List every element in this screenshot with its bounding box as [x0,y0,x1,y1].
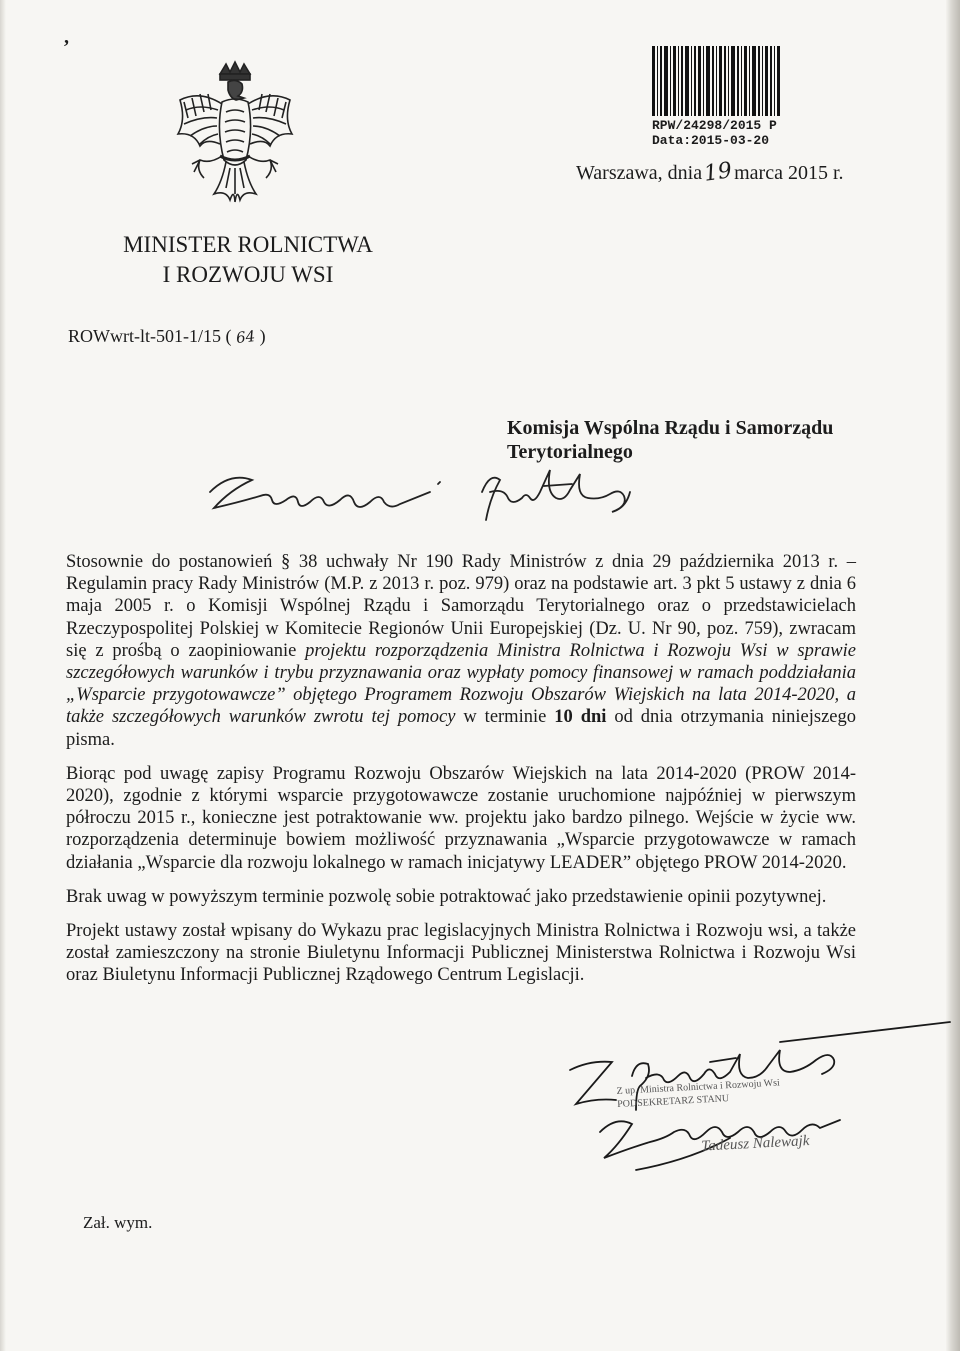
registration-stamp [652,118,777,148]
recipient [507,416,833,464]
scan-edge-left [0,0,6,1351]
dateline-prefix: Warszawa, dnia [576,162,703,184]
paragraph-2: Biorąc pod uwagę zapisy Programu Rozwoju Obszarów Wiejskich na lata 2014-2020 (PROW 2014-2020), zgodnie z którymi wsparcie przygotowawcze zostanie uruchomione najpóźniej w pierwszym półroczu 2015 r., konieczne jest potraktowanie ww. projektu jako bardzo pilnego. Wejście w życie ww. rozporządzenia determinuje bowiem możliwość przyznawania „Wsparcie przygotowawcze w ramach działania „Wsparcie dla rozwoju lokalnego w ramach inicjatywy LEADER” objętego PROW 2014-2020. [66,763,856,873]
registration-number: RPW/24298/2015 P [652,118,777,133]
reference-handwritten: 64 [235,327,256,347]
dateline-day-handwritten: 19 [702,158,734,187]
handwritten-salutation [200,462,680,526]
recipient-line-1: Komisja Wspólna Rządu i Samorządu [507,417,834,439]
paragraph-4: Projekt ustawy został wpisany do Wykazu prac legislacyjnych Ministra Rolnictwa i Rozwoju wsi, a także został zamieszczony na stronie Biuletynu Informacji Publicznej Ministerstwa Rolnictwa i Rozwoju Wsi oraz Biuletynu Informacji Publicznej Rządowego Centrum Legislacji. [66,921,856,986]
paragraph-1-text-a: Stosownie do postanowień § 38 uchwały Nr 190 Rady Ministrów z dnia 29 października 2013 r. – Regulamin pracy Rady Ministrów (M.P. z 2013 r. poz. 979) oraz na podstawie art. 3 pkt 5 ustawy z dnia 6 maja 2005 r. o Komisji Wspólnej Rządu i Samorządu Terytorialnego oraz o przedstawicielach Rzeczypospolitej Polskiej w Komitecie Regionów Unii Europejskiej (Dz. U. Nr 90, poz. 759), zwracam się z prośbą o zaopiniowanie [66,552,856,661]
stamp-line-1: Z up. Ministra Rolnictwa i Rozwoju Wsi [616,1077,781,1098]
paragraph-1-italic: projektu rozporządzenia Ministra Rolnictwa i Rozwoju Wsi w sprawie szczegółowych warunków i trybu przyznawania oraz wypłaty pomocy finansowej w ramach poddziałania „Wsparcie przygotowawcze” objętego Programem Rozwoju Obszarów Wiejskich na lata 2014-2020, a także szczegółowych warunków zwrotu tej pomocy [66,640,856,728]
recipient-line-2: Terytorialnego [507,441,633,463]
signature-stamp [616,1075,810,1158]
letter-body [66,551,856,999]
reference-suffix: ) [259,326,266,346]
dateline-suffix: marca 2015 r. [734,162,844,184]
barcode-icon [652,46,780,116]
paragraph-1-text-c: od dnia otrzymania niniejszego pisma. [66,707,856,750]
polish-eagle-emblem [170,60,300,222]
paragraph-1-text-b: w terminie [463,707,547,728]
reference-prefix: ROWwrt-lt-501-1/15 ( [68,326,232,346]
stamp-line-2: PODSEKRETARZ STANU [616,1093,730,1110]
minister-heading [120,230,376,290]
paragraph-1 [66,551,856,751]
reference-number [68,326,266,347]
paragraph-1-bold: 10 dni [554,707,607,728]
dateline [576,160,844,185]
enclosure-note: Zał. wym. [83,1213,153,1232]
registration-date: Data:2015-03-20 [652,133,770,148]
minister-line-1: MINISTER ROLNICTWA [123,232,373,257]
paragraph-3: Brak uwag w powyższym terminie pozwolę sobie potraktować jako przedstawienie opinii pozytywnej. [66,886,827,907]
stamp-name: Tadeusz Nalewajk [700,1132,810,1155]
corner-mark: , [64,26,69,48]
minister-line-2: I ROZWOJU WSI [162,262,334,287]
